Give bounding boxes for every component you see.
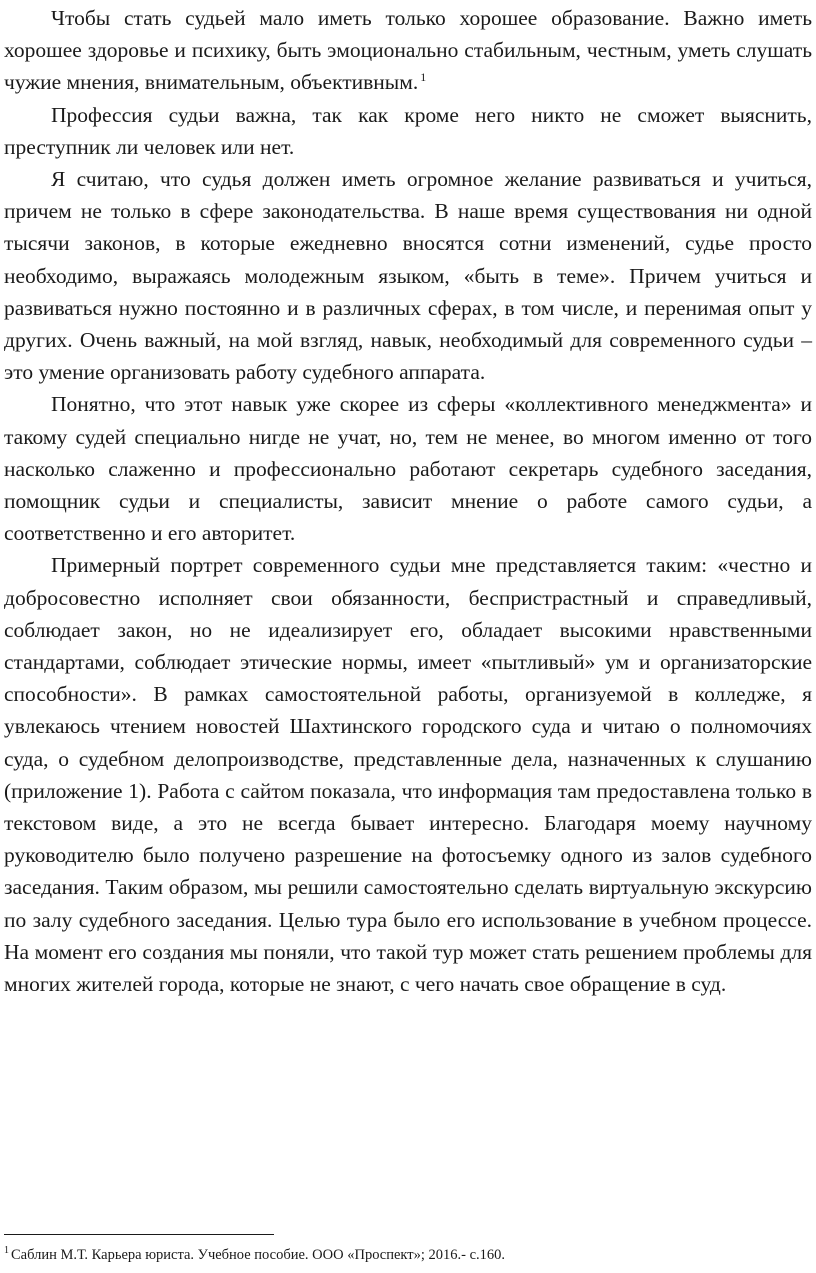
body-text xyxy=(4,2,812,1000)
paragraph-2: Профессия судьи важна, так как кроме него никто не сможет выяснить, преступник ли человек или нет. xyxy=(4,102,812,159)
paragraph-1-text: Чтобы стать судьей мало иметь только хорошее образование. Важно иметь хорошее здоровье и психику, быть эмоционально стабильным, честным, уметь слушать чужие мнения, внимательным, объективным. xyxy=(4,6,812,95)
paragraph-3: Я считаю, что судья должен иметь огромное желание развиваться и учиться, причем не только в сфере законодательства. В наше время существования ни одной тысячи законов, в которые ежедневно вносятся сотни изменений, судье просто необходимо, выражаясь молодежным языком, «быть в теме». Причем учиться и развиваться нужно постоянно и в различных сферах, в том числе, и перенимая опыт у других. Очень важный, на мой взгляд, навык, необходимый для современного судьи – это умение организовать работу судебного аппарата. xyxy=(4,167,812,385)
footnote xyxy=(4,1246,812,1264)
footnote-reference: 1 xyxy=(420,70,427,85)
paragraph-5: Примерный портрет современного судьи мне представляется таким: «честно и добросовестно исполняет свои обязанности, беспристрастный и справедливый, соблюдает закон, но не идеализирует его, обладает высокими нравственными стандартами, соблюдает этические нормы, имеет «пытливый» ум и организаторские способности». В рамках самостоятельной работы, организуемой в колледже, я увлекаюсь чтением новостей Шахтинского городского суда и читаю о полномочиях суда, о судебном делопроизводстве, представленные дела, назначенных к слушанию (приложение 1). Работа с сайтом показала, что информация там предоставлена только в текстовом виде, а это не всегда бывает интересно. Благодаря моему научному руководителю было получено разрешение на фотосъемку одного из залов судебного заседания. Таким образом, мы решили самостоятельно сделать виртуальную экскурсию по залу судебного заседания. Целью тура было его использование в учебном процессе. На момент его создания мы поняли, что такой тур может стать решением проблемы для многих жителей города, которые не знают, с чего начать свое обращение в суд. xyxy=(4,553,812,997)
paragraph-4: Понятно, что этот навык уже скорее из сферы «коллективного менеджмента» и такому судей специально нигде не учат, но, тем не менее, во многом именно от того насколько слаженно и профессионально работают секретарь судебного заседания, помощник судьи и специалисты, зависит мнение о работе самого судьи, а соответственно и его авторитет. xyxy=(4,392,812,546)
paragraph-1 xyxy=(4,2,812,99)
footnote-text: Саблин М.Т. Карьера юриста. Учебное пособие. ООО «Проспект»; 2016.- с.160. xyxy=(11,1247,506,1263)
footnote-mark: 1 xyxy=(4,1245,9,1257)
footnote-separator xyxy=(4,1234,274,1235)
